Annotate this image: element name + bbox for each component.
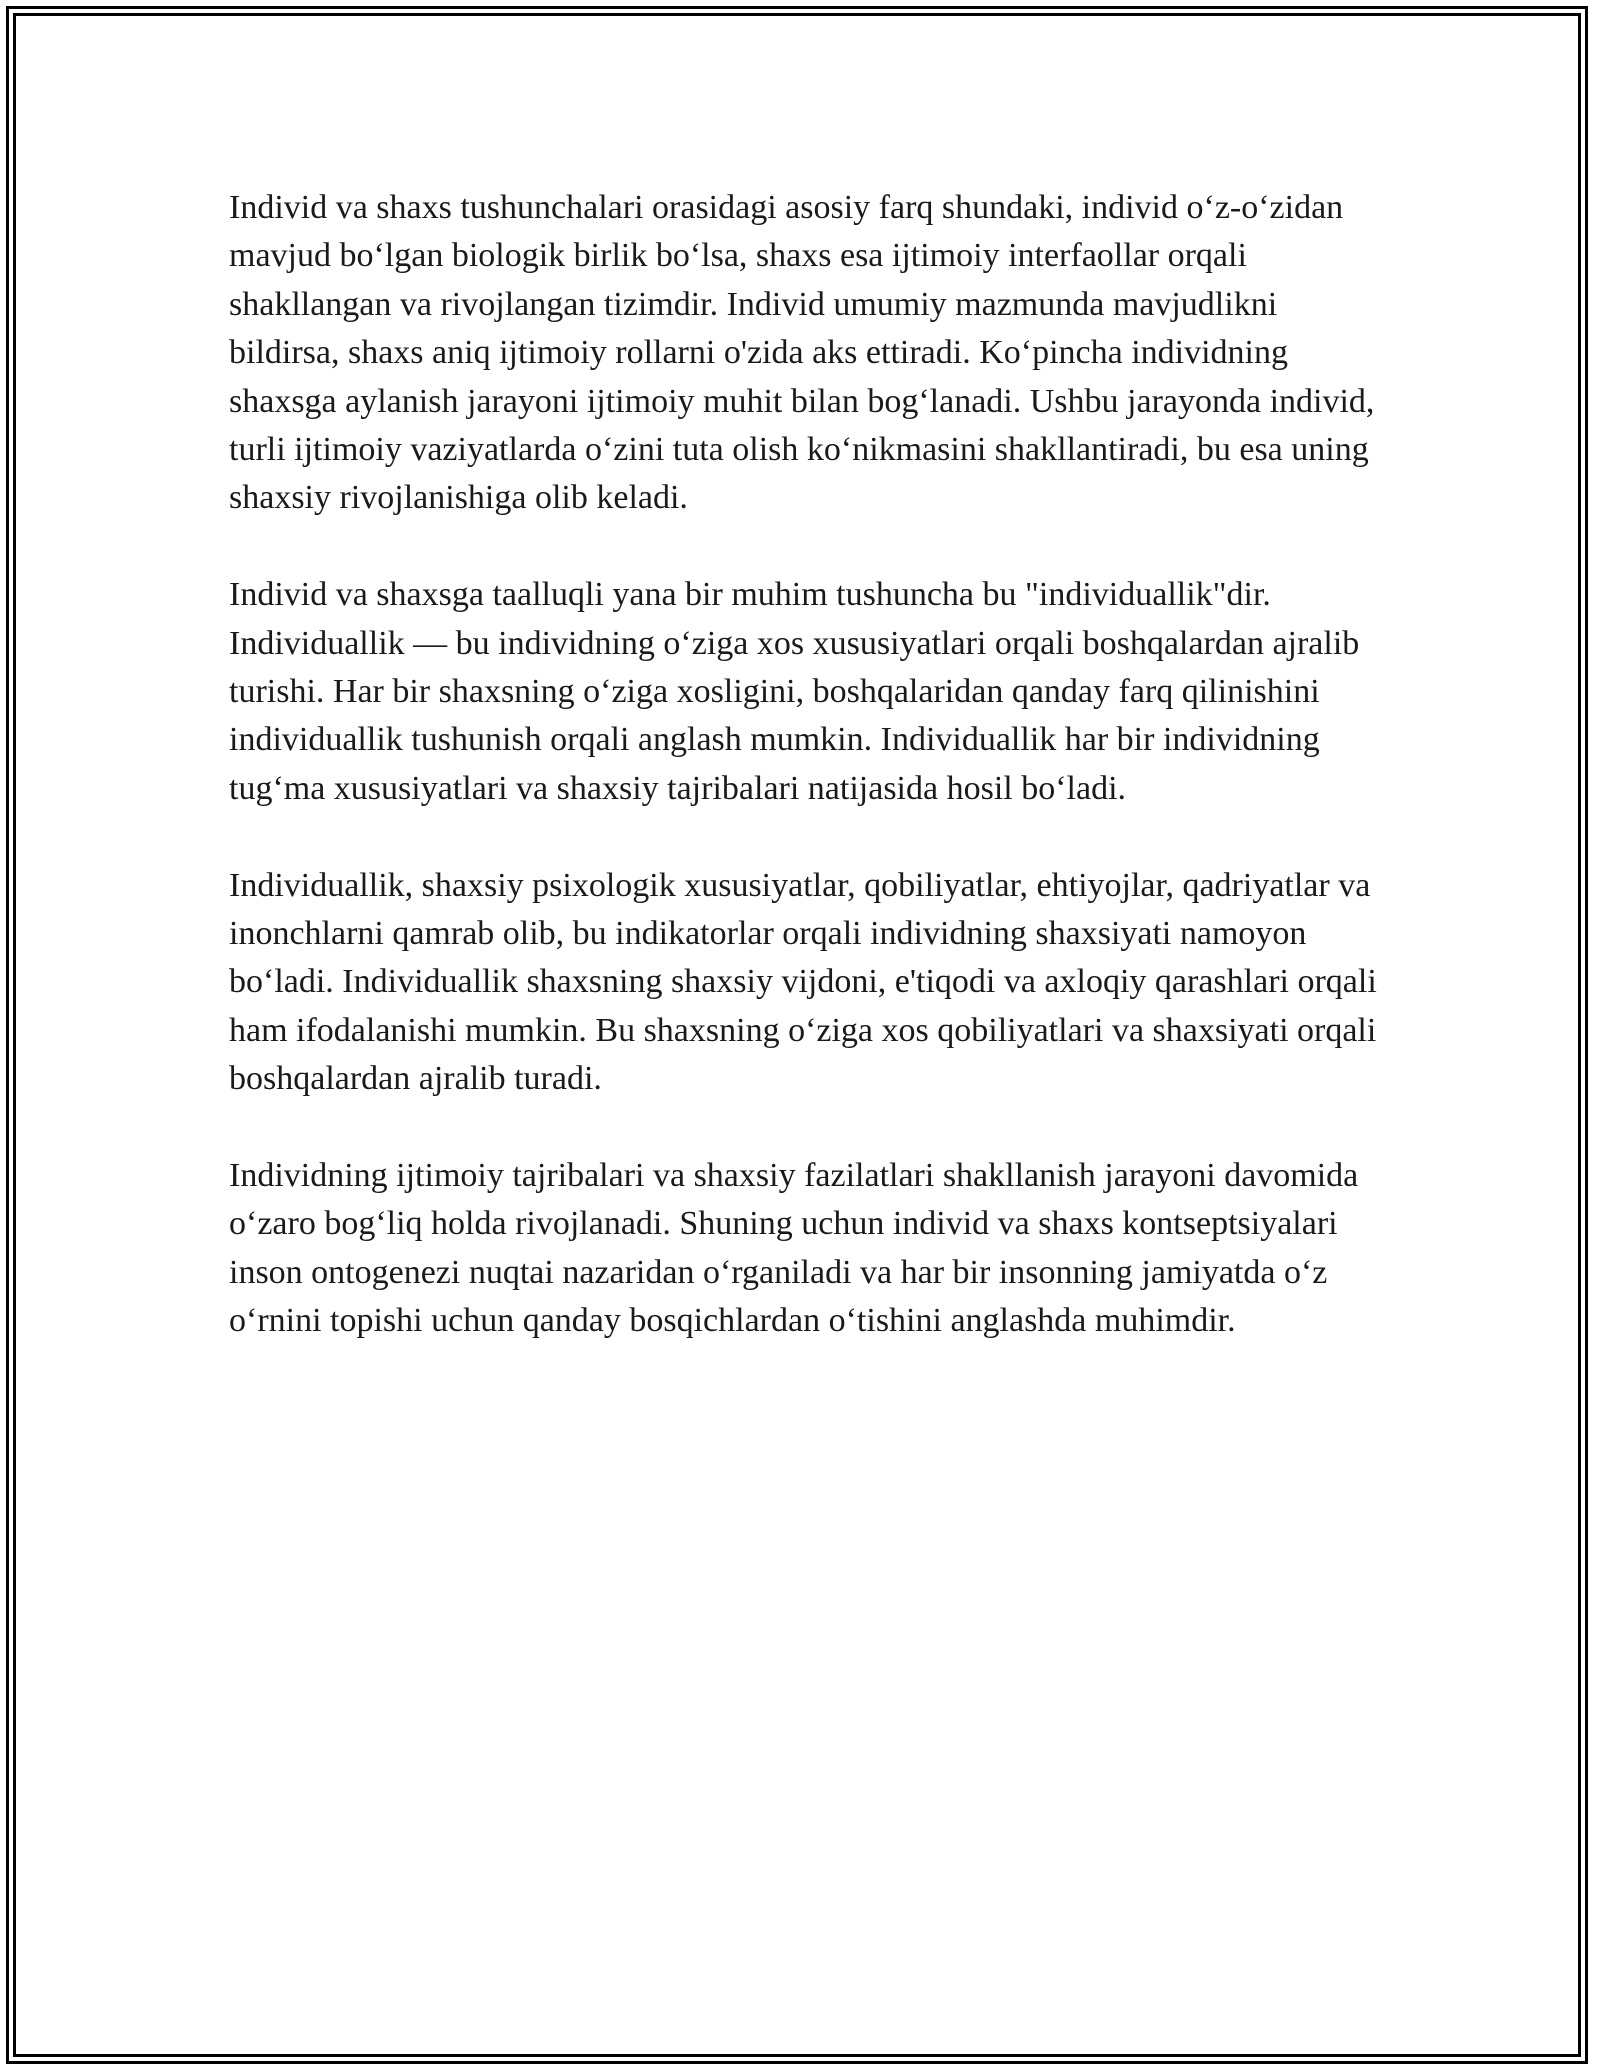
paragraph-4: Individning ijtimoiy tajribalari va shaxsiy fazilatlari shakllanish jarayoni davomida o‘zaro bog‘liq holda rivojlanadi. Shuning uchun individ va shaxs kontseptsiyalari inson ontogenezi nuqtai nazaridan o‘rganiladi va har bir insonning jamiyatda o‘z o‘rnini topishi uchun qanday bosqichlardan o‘tishini anglashda muhimdir. [229,1157,1359,1340]
paragraph-3: Individuallik, shaxsiy psixologik xususiyatlar, qobiliyatlar, ehtiyojlar, qadriyatlar va inonchlarni qamrab olib, bu indikatorlar orqali individning shaxsiyati namoyon bo‘ladi. Individuallik shaxsning shaxsiy vijdoni, e'tiqodi va axloqiy qarashlari orqali ham ifodalanishi mumkin. Bu shaxsning o‘ziga xos qobiliyatlari va shaxsiyati orqali boshqalardan ajralib turadi. [229,866,1377,1098]
document-body [229,184,1389,1394]
paragraph-2: Individ va shaxsga taalluqli yana bir muhim tushuncha bu "individuallik"dir. Individuallik — bu individning o‘ziga xos xususiyatlari orqali boshqalardan ajralib turishi. Har bir shaxsning o‘ziga xosligini, boshqalaridan qanday farq qilinishini individuallik tushunish orqali anglash mumkin. Individuallik har bir individning tug‘ma xususiyatlari va shaxsiy tajribalari natijasida hosil bo‘ladi. [229,576,1360,807]
paragraph-1: Individ va shaxs tushunchalari orasidagi asosiy farq shundaki, individ o‘z-o‘zidan mavjud bo‘lgan biologik birlik bo‘lsa, shaxs esa ijtimoiy interfaollar orqali shakllangan va rivojlangan tizimdir. Individ umumiy mazmunda mavjudlikni bildirsa, shaxs aniq ijtimoiy rollarni o'zida aks ettiradi. Ko‘pincha individning shaxsga aylanish jarayoni ijtimoiy muhit bilan bog‘lanadi. Ushbu jarayonda individ, turli ijtimoiy vaziyatlarda o‘zini tuta olish ko‘nikmasini shakllantiradi, bu esa uning shaxsiy rivojlanishiga olib keladi. [229,189,1375,517]
